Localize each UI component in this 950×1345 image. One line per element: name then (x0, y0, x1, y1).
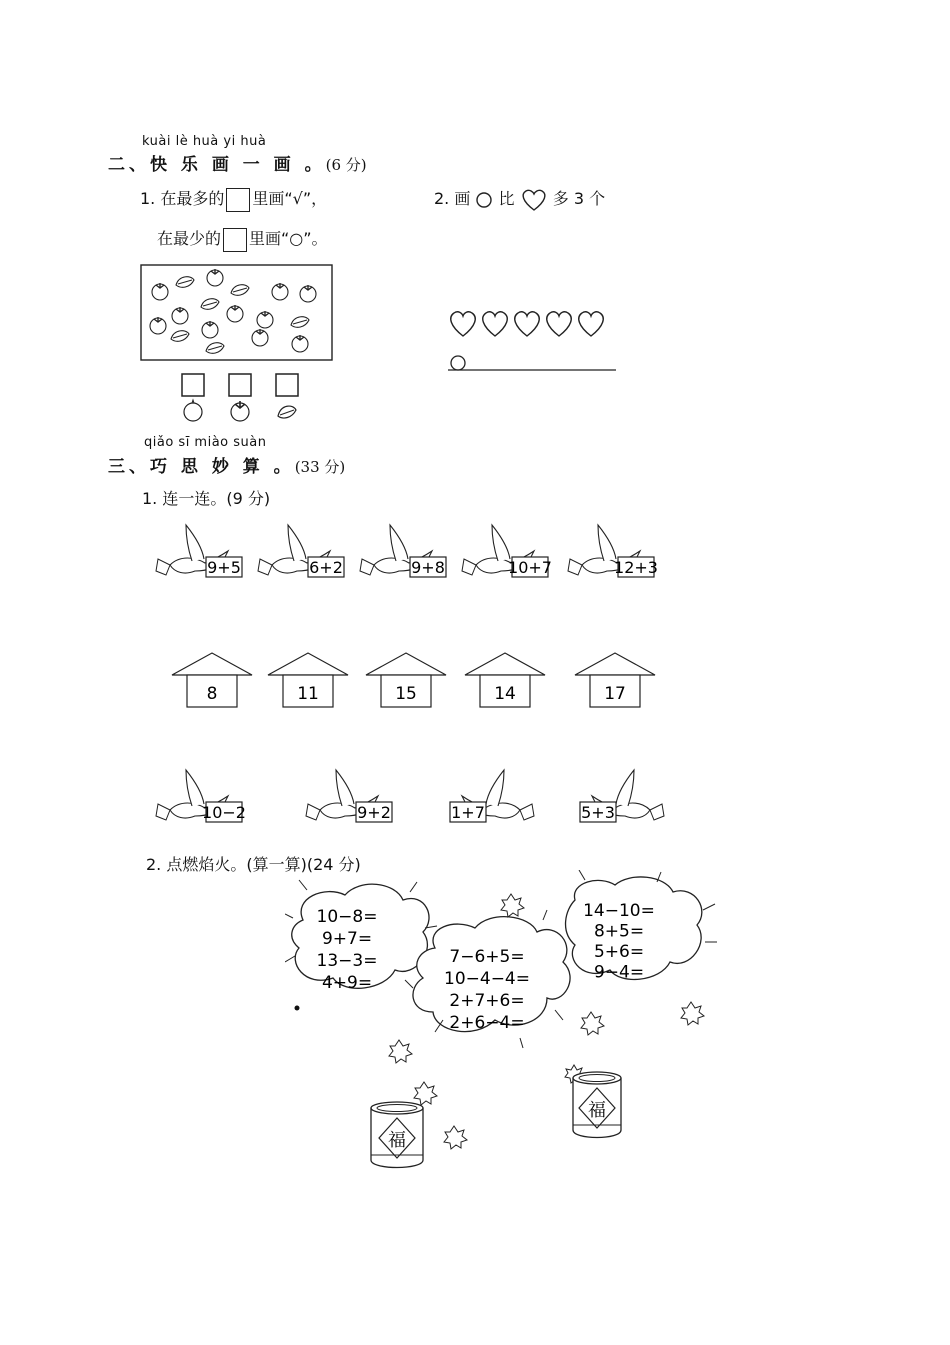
house-roof (268, 653, 348, 675)
heart-icon (520, 188, 548, 212)
puff-icon (501, 894, 524, 917)
heart-icon (579, 312, 603, 336)
circle-icon (475, 191, 493, 209)
section3-pinyin: qiǎo sī miào suàn (144, 435, 267, 450)
equation-answer[interactable]: 13−3= (316, 951, 378, 971)
section2-score: (6 分) (325, 156, 367, 174)
bird-tail (156, 559, 170, 575)
bird-expression: 12+3 (614, 558, 658, 577)
choice-box-persimmon[interactable] (229, 374, 251, 396)
q2-text-a: 2. 画 (434, 189, 471, 208)
tomato-icon (150, 317, 166, 334)
bird-tail (360, 559, 374, 575)
leaf-icon (278, 406, 296, 418)
bird-tail (568, 559, 582, 575)
bird-tail (156, 804, 170, 820)
equation-answer[interactable]: 10−4−4= (444, 969, 530, 989)
tomato-icon (227, 305, 243, 322)
house[interactable] (172, 653, 252, 707)
equation-answer[interactable]: 5+6= (593, 942, 645, 962)
bird-expression: 10+7 (508, 558, 552, 577)
bird-wing (598, 525, 616, 561)
question-3-2: 2. 点燃焰火。(算一算)(24 分) (146, 855, 361, 874)
hearts-row (451, 312, 603, 336)
bird-wing (492, 525, 510, 561)
bird-expression: 1+7 (451, 803, 485, 822)
tomato-icon (172, 307, 188, 324)
bird-card[interactable] (306, 770, 392, 822)
house[interactable] (575, 653, 655, 707)
fruit-picture (140, 264, 334, 362)
question-2-2 (434, 186, 605, 212)
tomato-icon (252, 329, 268, 346)
equation-answer[interactable]: 4+9= (321, 973, 373, 993)
bird-wing (616, 770, 634, 806)
equation-answer[interactable]: 14−10= (583, 901, 655, 921)
sample-circle-icon (451, 356, 465, 370)
equation-answer[interactable]: 8+5= (593, 921, 645, 942)
bird-label-group (308, 557, 344, 577)
birds-bottom-row (156, 770, 664, 822)
bird-expression: 9+2 (357, 803, 391, 822)
bird-wing (486, 770, 504, 806)
equation-answer[interactable]: 10−8= (316, 907, 378, 927)
bird-card[interactable] (258, 525, 344, 577)
tomato-icon (272, 283, 288, 300)
house-number: 8 (206, 684, 218, 704)
section2-title (108, 150, 367, 175)
bird-wing (390, 525, 408, 561)
bird-expression: 6+2 (309, 558, 343, 577)
q2-text-b: 比 (498, 189, 515, 208)
q1-line1-text-a: 在最多的 (160, 189, 225, 208)
puff-icon (414, 1082, 437, 1105)
house-number: 14 (494, 684, 516, 704)
answer-box-most[interactable] (226, 188, 250, 212)
tomato-icon (184, 400, 202, 421)
tomato-icon (152, 283, 168, 300)
tomato-icon (292, 335, 308, 352)
q2-text-c: 多 3 个 (552, 189, 606, 208)
section3-score: (33 分) (294, 458, 346, 476)
puff-icon (581, 1012, 604, 1035)
bird-wing (336, 770, 354, 806)
bird-card[interactable] (360, 525, 446, 577)
question-3-1: 1. 连一连。(9 分) (142, 489, 271, 508)
fireworks-area (285, 870, 725, 1180)
question-2-1-line2 (157, 226, 328, 252)
bird-wing (186, 770, 204, 806)
question-2-1-line1 (140, 186, 327, 212)
puff-icon (444, 1126, 467, 1149)
can-label-right: 福 (588, 1100, 606, 1121)
choice-box-leaf[interactable] (276, 374, 298, 396)
bird-card[interactable] (450, 770, 534, 822)
house-roof (366, 653, 446, 675)
can-label-left: 福 (388, 1130, 406, 1151)
answer-box-least[interactable] (223, 228, 247, 252)
persimmon-icon (231, 401, 249, 421)
bird-label-group (202, 802, 246, 822)
heart-icon (483, 312, 507, 336)
house[interactable] (465, 653, 545, 707)
house-roof (465, 653, 545, 675)
equation-answer[interactable]: 7−6+5= (449, 947, 525, 967)
bird-label-group (508, 557, 552, 577)
q1-line2-text-a: 在最少的 (157, 229, 222, 248)
tomato-icon (300, 285, 316, 302)
house-roof (575, 653, 655, 675)
section3-title (108, 452, 345, 477)
equation-answer[interactable]: 9−4= (593, 962, 645, 983)
bird-label-group (614, 557, 658, 577)
firework-can-left (371, 1102, 423, 1168)
tomato-icon (207, 269, 223, 286)
choice-box-tomato[interactable] (182, 374, 204, 396)
bird-wing (288, 525, 306, 561)
hearts-area (446, 308, 618, 376)
bird-label-group (410, 557, 446, 577)
tomato-icon (202, 321, 218, 338)
bird-wing (186, 525, 204, 561)
bird-tail (650, 804, 664, 820)
puff-icon (681, 1002, 704, 1025)
houses-row (172, 653, 655, 707)
bird-expression: 5+3 (581, 803, 615, 822)
equation-answer[interactable]: 9+7= (321, 929, 373, 949)
birds-top-row (156, 525, 658, 577)
matching-area (150, 515, 690, 835)
section2-pinyin: kuài lè huà yi huà (142, 134, 267, 149)
bird-label-group (356, 802, 392, 822)
heart-icon (547, 312, 571, 336)
bird-label-group (580, 802, 616, 822)
q1-line1-text-b: 里画“√”， (252, 189, 328, 208)
tomato-icon (257, 311, 273, 328)
q1-line2-text-b: 里画“○”。 (249, 229, 328, 248)
firework-can-right (573, 1072, 621, 1138)
bird-card[interactable] (580, 770, 664, 822)
ink-dot (295, 1006, 300, 1011)
bird-tail (520, 804, 534, 820)
section3-title-text: 三、巧 思 妙 算 。 (108, 457, 295, 477)
bird-card[interactable] (462, 525, 552, 577)
puff-icon (389, 1040, 412, 1063)
house[interactable] (366, 653, 446, 707)
bird-expression: 10−2 (202, 803, 246, 822)
bird-expression: 9+5 (207, 558, 241, 577)
house-number: 15 (395, 684, 417, 704)
house[interactable] (268, 653, 348, 707)
bird-tail (462, 559, 476, 575)
equation-answer[interactable]: 2+7+6= (449, 991, 525, 1011)
choice-group (180, 372, 310, 426)
bird-label-group (450, 802, 486, 822)
bird-tail (258, 559, 272, 575)
equation-answer[interactable]: 2+6−4= (449, 1013, 525, 1033)
house-number: 11 (297, 684, 319, 704)
bird-card[interactable] (568, 525, 658, 577)
bird-label-group (206, 557, 242, 577)
q1-number: 1. (140, 189, 156, 208)
heart-icon (451, 312, 475, 336)
section2-title-text: 二、快 乐 画 一 画 。 (108, 155, 326, 175)
house-roof (172, 653, 252, 675)
bird-card[interactable] (156, 770, 246, 822)
bird-tail (306, 804, 320, 820)
bird-card[interactable] (156, 525, 242, 577)
heart-icon (515, 312, 539, 336)
house-number: 17 (604, 684, 626, 704)
bird-expression: 9+8 (411, 558, 445, 577)
